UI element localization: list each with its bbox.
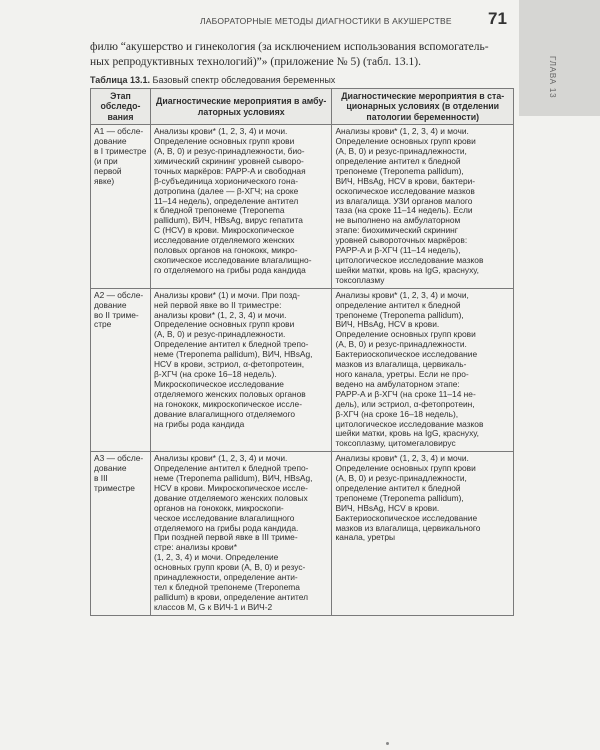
examination-table [90, 88, 514, 616]
outpatient-cell: Анализы крови* (1, 2, 3, 4) и мочи. Определение антител к бледной трепо- неме (Treponema pallidum), ВИЧ, HBsAg, HCV в крови. Микроскопическое иссле- дование отделяемого женских половых органов на гонококк, микроскопи- ческое исследование влагалищного отделяемого на грибы рода кандида. При поздней первой явке в III триме- стре: анализы крови* (1, 2, 3, 4) и мочи. Определение основных групп крови (A, B, 0) и резус- принадлежности, определение анти- тел к бледной трепонеме (Treponema pallidum) в крови, определение антител классов M, G к ВИЧ-1 и ВИЧ-2 [150, 452, 332, 616]
table-header-row [91, 89, 514, 125]
table-caption-label: Таблица 13.1. [90, 75, 151, 85]
chapter-side-tab [519, 0, 600, 116]
intro-line: ных репродуктивных технологий)”» (приложение № 5) (табл. 13.1). [90, 56, 421, 68]
table-caption-text: Базовый спектр обследования беременных [150, 75, 336, 85]
running-header: ЛАБОРАТОРНЫЕ МЕТОДЫ ДИАГНОСТИКИ В АКУШЕРСТВЕ [200, 16, 452, 26]
intro-line: филю “акушерство и гинекология (за исключением использования вспомогатель- [90, 41, 489, 53]
table-row [91, 288, 514, 452]
inpatient-cell: Анализы крови* (1, 2, 3, 4) и мочи. Определение основных групп крови (A, B, 0) и резус-принадлежности, определение антител к бледной трепонеме (Treponema pallidum), ВИЧ, HBsAg, HCV в крови, бактери- оскопическое исследование мазков из влагалища. УЗИ органов малого таза (на сроке 11–14 недель). Если не выполнено на амбулаторном этапе: биохимический скрининг уровней сывороточных маркёров: PAPP-A и β-ХГЧ (11–14 недель), цитологическое исследование мазков шейки матки, кровь на IgG, краснуху, токсоплазму [332, 125, 514, 289]
stage-cell: А1 — обсле- дование в I триместре (и при первой явке) [91, 125, 151, 289]
header-inpatient: Диагностические мероприятия в ста- ционарных условиях (в отделении патологии беременности) [332, 89, 514, 125]
outpatient-cell: Анализы крови* (1) и мочи. При позд- ней первой явке во II триместре: анализы крови* (1, 2, 3, 4) и мочи. Определение основных групп крови (A, B, 0) и резус-принадлежности. Определение антител к бледной трепо- неме (Treponema pallidum), ВИЧ, HBsAg, HCV в крови, эстриол, α-фетопротеин, β-ХГЧ (на сроке 16–18 недель). Микроскопическое исследование отделяемого женских половых органов на гонококк, микроскопическое иссле- дование влагалищного отделяемого на грибы рода кандида [150, 288, 332, 452]
stage-cell: А2 — обсле- дование во II триме- стре [91, 288, 151, 452]
inpatient-cell: Анализы крови* (1, 2, 3, 4) и мочи. Определение основных групп крови (A, B, 0) и резус-принадлежности, определение антител к бледной трепонеме (Treponema pallidum), ВИЧ, HBsAg, HCV в крови. Бактериоскопическое исследование мазков из влагалища, цервикального канала, уретры [332, 452, 514, 616]
page-number: 71 [488, 9, 507, 28]
header-outpatient: Диагностические мероприятия в амбу- латорных условиях [150, 89, 332, 125]
stage-cell: А3 — обсле- дование в III триместре [91, 452, 151, 616]
table-caption [90, 75, 510, 85]
print-dot [386, 742, 389, 745]
outpatient-cell: Анализы крови* (1, 2, 3, 4) и мочи. Определение основных групп крови (A, B, 0) и резус-принадлежности, био- химический скрининг уровней сыворо- точных маркёров: PAPP-A и свободная β-субъединица хорионического гона- дотропина (далее — β-ХГЧ; на сроке 11–14 недель), определение антител к бледной трепонеме (Treponema pallidum), ВИЧ, HBsAg, вирус гепатита С (HCV) в крови. Микроскопическое исследование отделяемого женских половых органов на гонококк, микро- скопическое исследование влагалищно- го отделяемого на грибы рода кандида [150, 125, 332, 289]
table-row [91, 452, 514, 616]
header-stage: Этап обследо- вания [91, 89, 151, 125]
table-row [91, 125, 514, 289]
inpatient-cell: Анализы крови* (1, 2, 3, 4) и мочи, определение антител к бледной трепонеме (Treponema pallidum), ВИЧ, HBsAg, HCV в крови. Определение основных групп крови (A, B, 0) и резус-принадлежности. Бактериоскопическое исследование мазков из влагалища, цервикаль- ного канала, уретры. Если не про- ведено на амбулаторном этапе: PAPP-A и β-ХГЧ (на сроке 11–14 не- дель), или эстриол, α-фетопротеин, β-ХГЧ (на сроке 16–18 недель), цитологическое исследование мазков шейки матки, кровь на IgG, краснуху, токсоплазму, цитомегаловирус [332, 288, 514, 452]
chapter-tab-label: ГЛАВА 13 [548, 56, 557, 99]
intro-paragraph [90, 40, 510, 70]
